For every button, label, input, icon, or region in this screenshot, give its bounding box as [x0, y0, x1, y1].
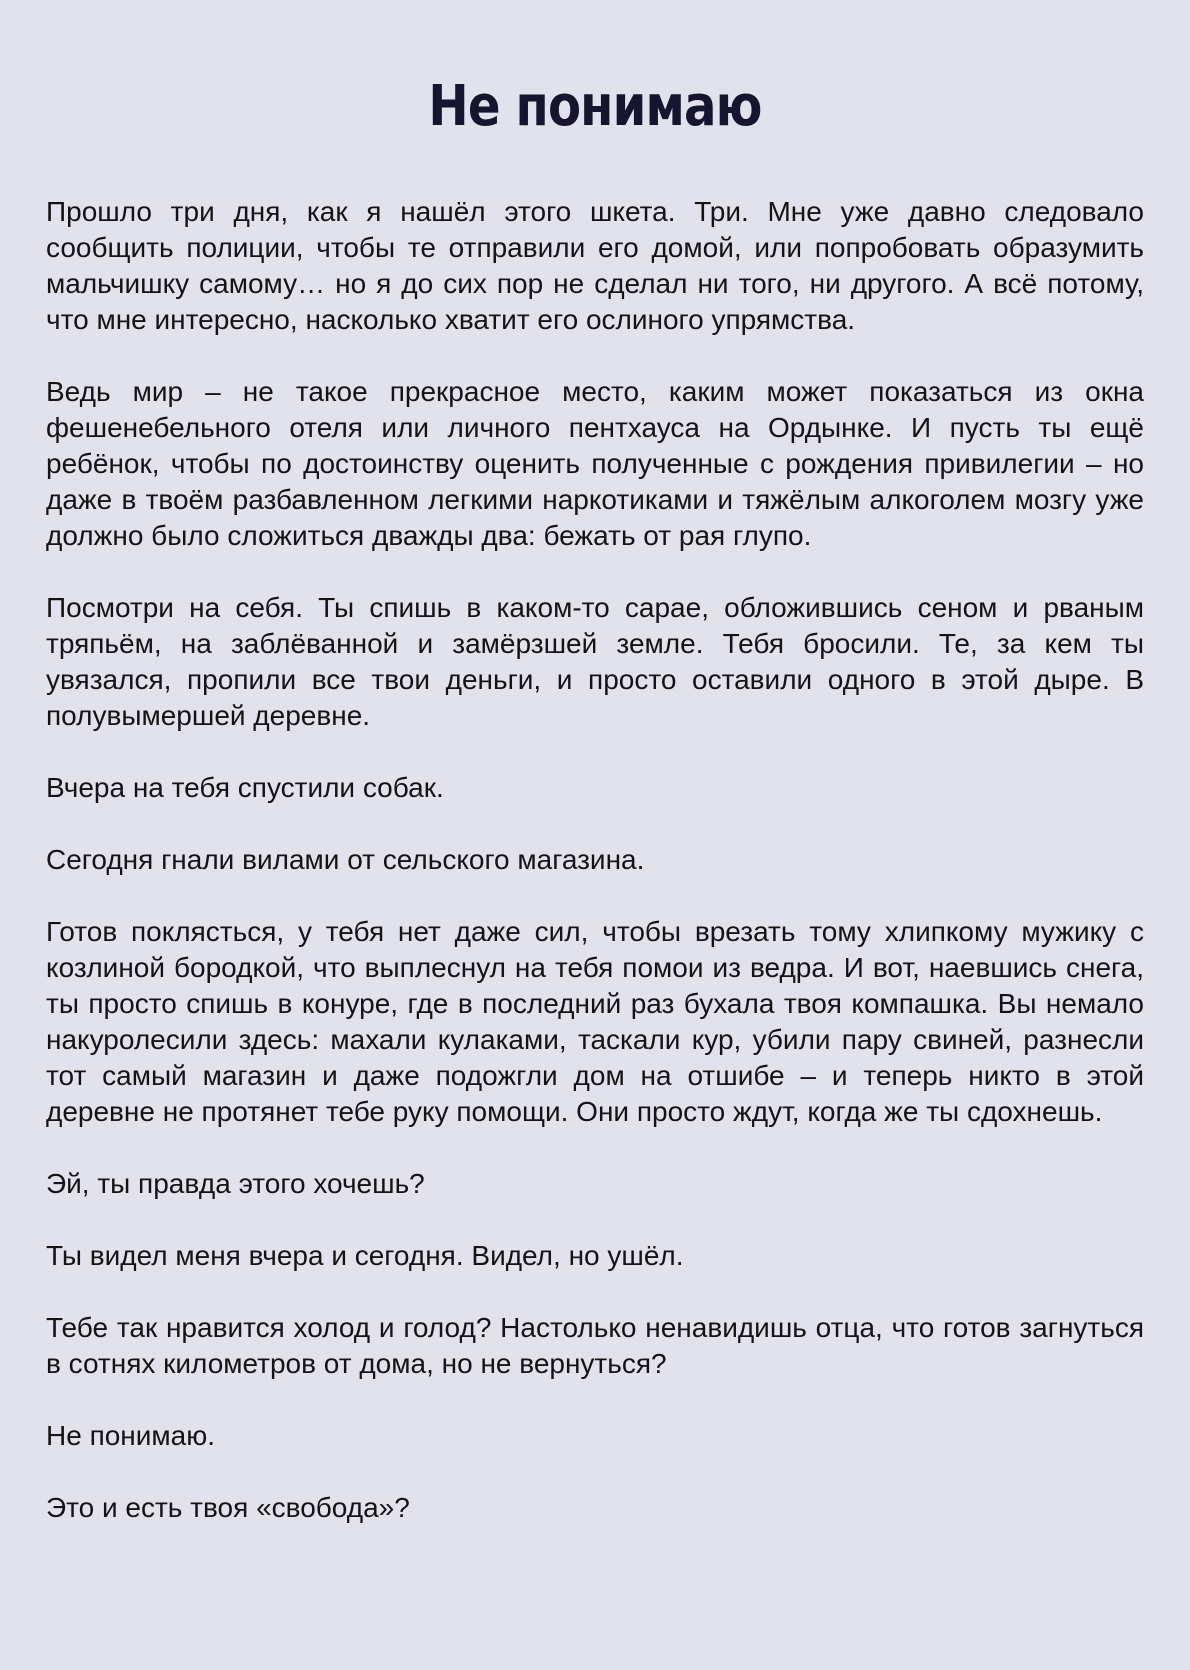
paragraph: Ты видел меня вчера и сегодня. Видел, но ушёл. — [46, 1240, 684, 1271]
paragraph: Ведь мир – не такое прекрасное место, каким может показаться из окна фешенебельного отеля или личного пентхауса на Ордынке. И пусть ты ещё ребёнок, чтобы по достоинству оценить полученные с рождения привилегии – но даже в твоём разбавленном легкими наркотиками и тяжёлым алкоголем мозгу уже должно было сложиться дважды два: бежать от рая глупо. — [46, 376, 1144, 551]
paragraph: Эй, ты правда этого хочешь? — [46, 1168, 425, 1199]
paragraph: Прошло три дня, как я нашёл этого шкета. Три. Мне уже давно следовало сообщить полиции, чтобы те отправили его домой, или попробовать образумить мальчишку самому… но я до сих пор не сделал ни того, ни другого. А всё потому, что мне интересно, насколько хватит его ослиного упрямства. — [46, 196, 1144, 335]
paragraph: Тебе так нравится холод и голод? Настолько ненавидишь отца, что готов загнуться в сотнях километров от дома, но не вернуться? — [46, 1312, 1144, 1379]
paragraph: Это и есть твоя «свобода»? — [46, 1492, 410, 1523]
paragraph: Не понимаю. — [46, 1420, 216, 1451]
page-title: Не понимаю — [428, 74, 762, 139]
paragraph: Посмотри на себя. Ты спишь в каком-то сарае, обложившись сеном и рваным тряпьём, на заблёванной и замёрзшей земле. Тебя бросили. Те, за кем ты увязался, пропили все твои деньги, и просто оставили одного в этой дыре. В полувымершей деревне. — [46, 592, 1144, 731]
document-body — [46, 194, 1144, 1526]
paragraph: Готов поклясться, у тебя нет даже сил, чтобы врезать тому хлипкому мужику с козлиной бородкой, что выплеснул на тебя помои из ведра. И вот, наевшись снега, ты просто спишь в конуре, где в последний раз бухала твоя компашка. Вы немало накуролесили здесь: махали кулаками, таскали кур, убили пару свиней, разнесли тот самый магазин и даже подожгли дом на отшибе – и теперь никто в этой деревне не протянет тебе руку помощи. Они просто ждут, когда же ты сдохнешь. — [46, 916, 1144, 1127]
paragraph: Сегодня гнали вилами от сельского магазина. — [46, 844, 645, 875]
paragraph: Вчера на тебя спустили собак. — [46, 772, 444, 803]
